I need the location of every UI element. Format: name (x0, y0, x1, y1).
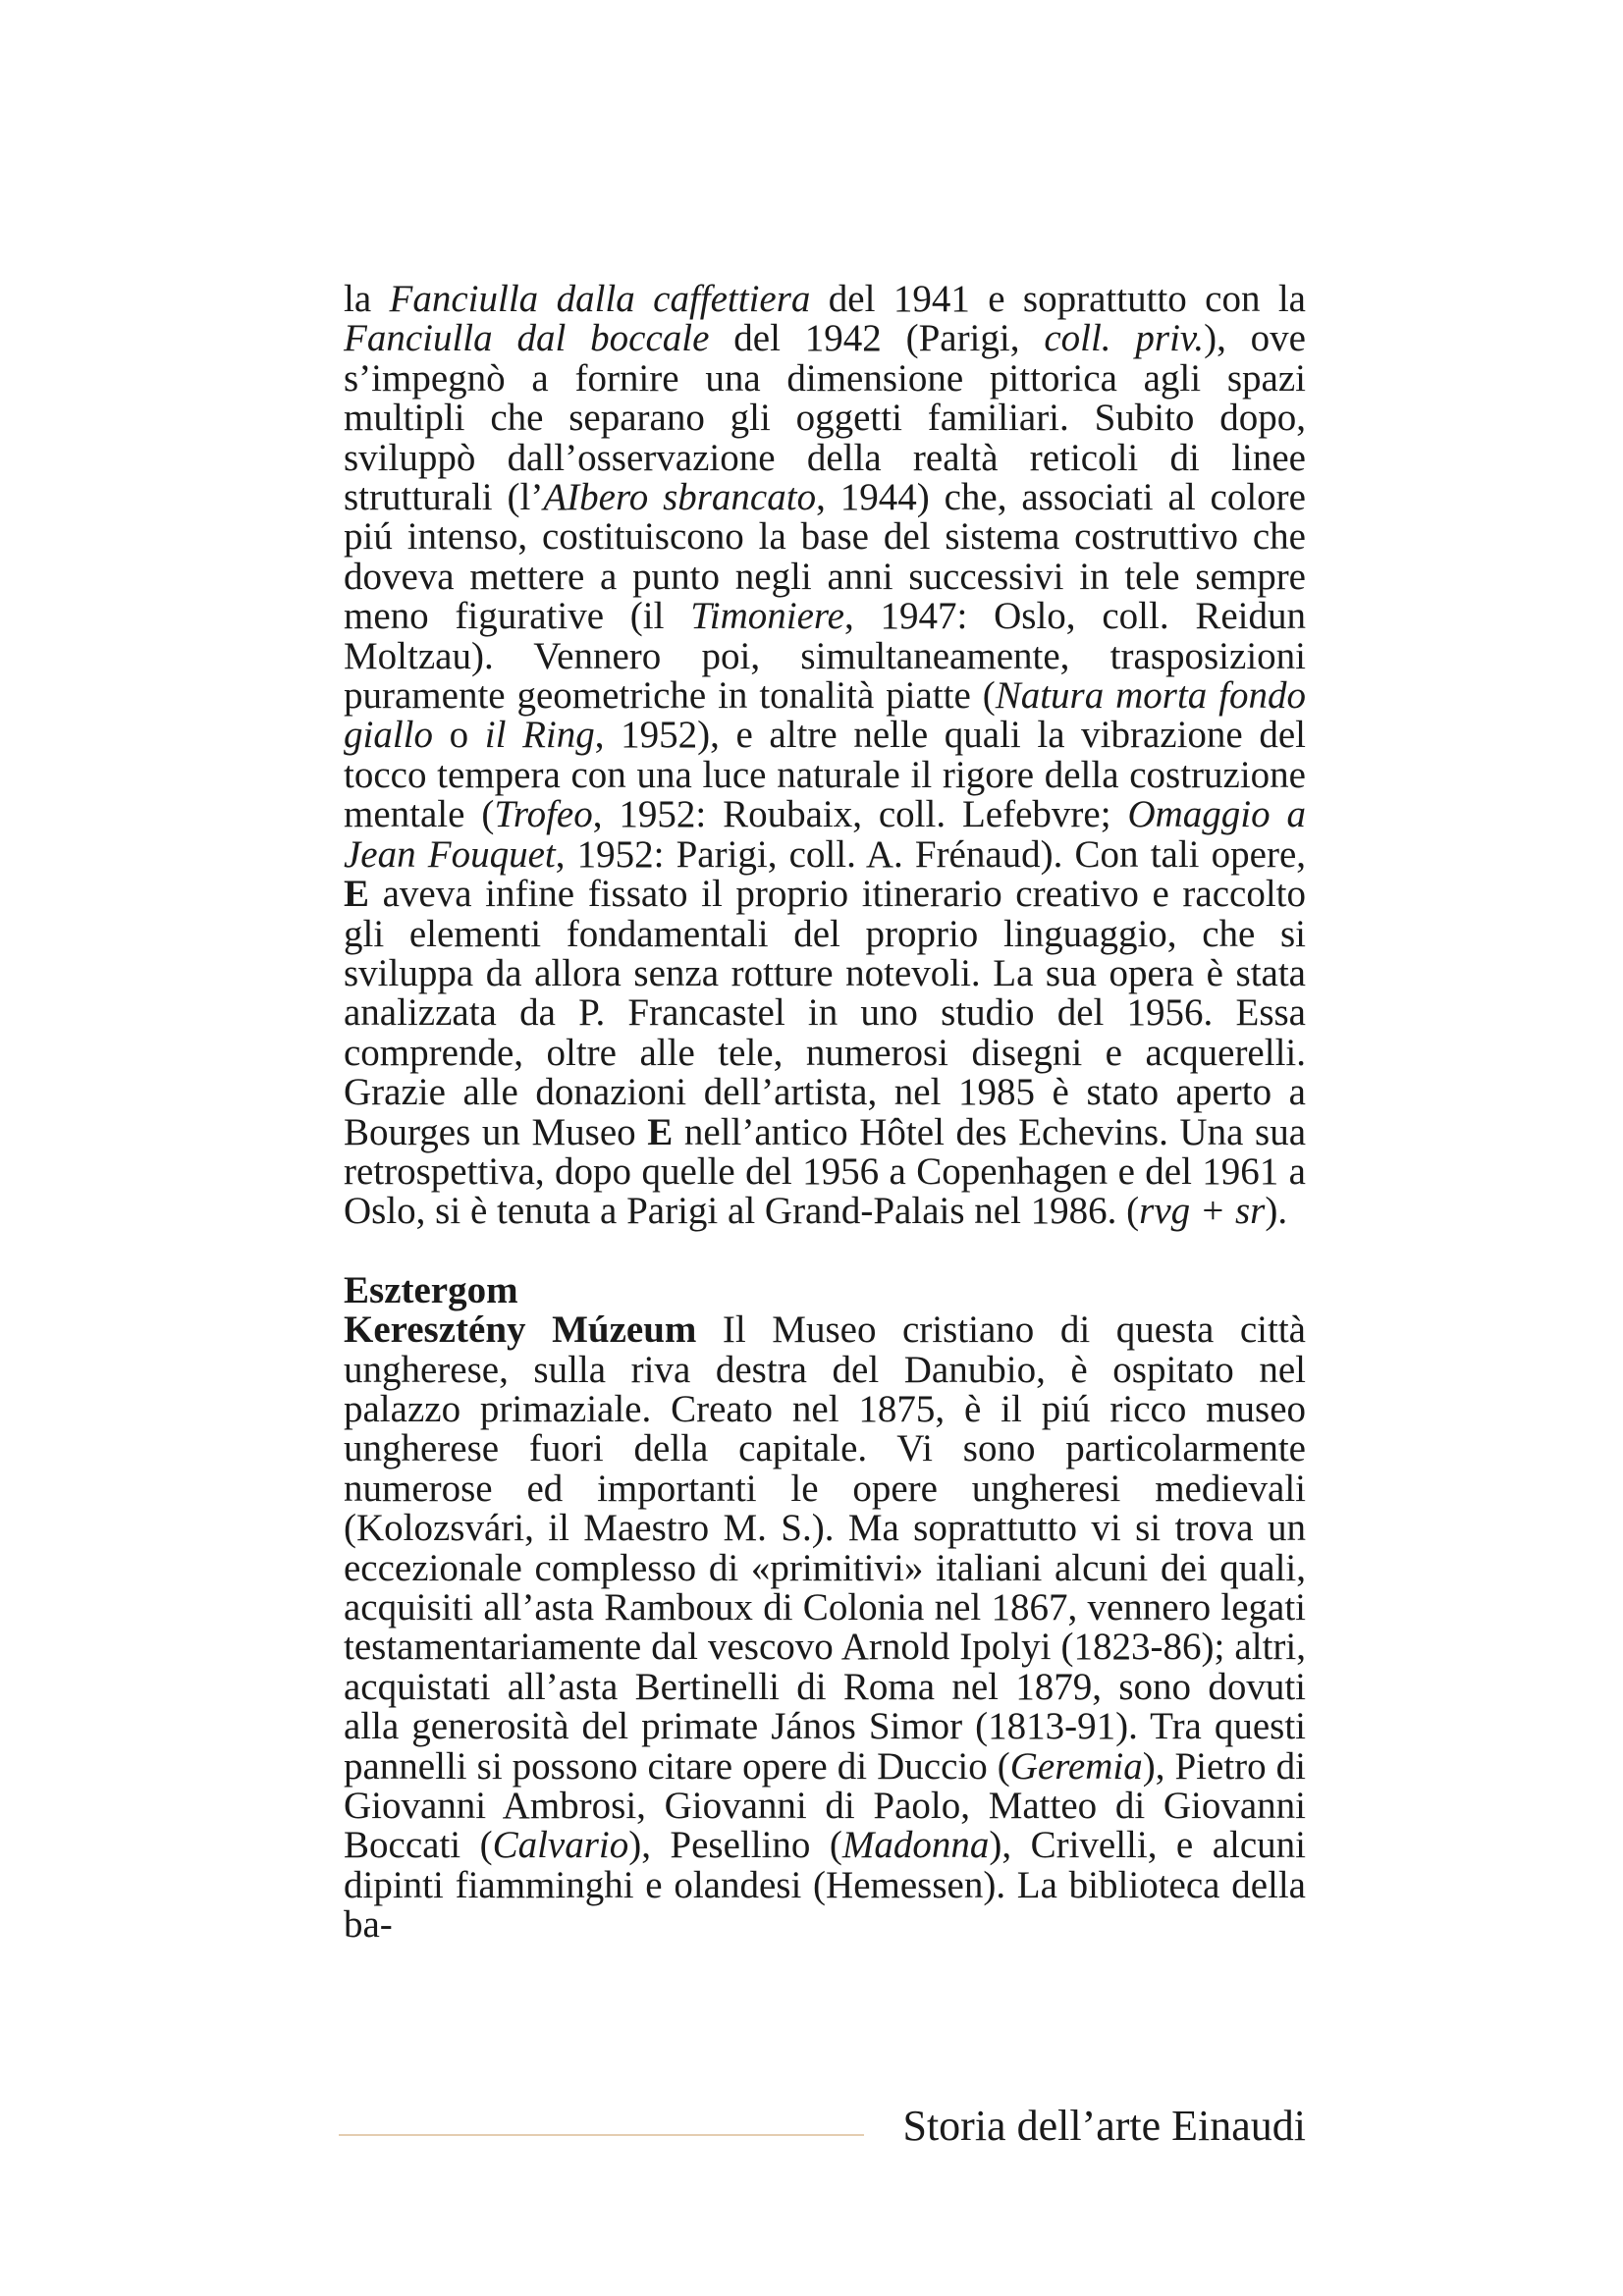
collection-abbrev: coll. priv. (1044, 317, 1205, 360)
text-run: , 1952), e altre nelle quali la vibrazione del tocco tempera con una luce naturale il rigore della costruzione mentale ( (344, 714, 1306, 836)
text-run: , 1952: Parigi, coll. A. Frénaud). Con tali opere, (555, 832, 1306, 876)
work-title: Fanciulla dalla caffettiera (389, 278, 811, 320)
work-title: il Ring (484, 714, 595, 757)
text-run: aveva infine fissato il proprio itinerario creativo e raccolto gli elementi fondamentali del proprio linguaggio, che si sviluppa da allora senza rotture notevoli. La sua opera è stata analizzata da P. Francastel in uno studio del 1956. Essa comprende, oltre alle tele, numerosi disegni e acquerelli. Grazie alle donazioni dell’artista, nel 1985 è stato aperto a Bourges un Museo (344, 873, 1306, 1153)
text-run: del 1941 e soprattutto con la (810, 278, 1306, 320)
work-title: Trofeo (494, 793, 593, 836)
text-run: , 1947: Oslo, coll. Reidun Moltzau). Vennero poi, simultaneamente, trasposizioni puramente geometriche in tonalità piatte ( (344, 595, 1307, 718)
work-title: Geremia (1009, 1744, 1143, 1788)
page-body (344, 280, 1306, 1946)
text-run: ), Pietro di Giovanni Ambrosi, Giovanni di Paolo, Matteo di Giovanni Boccati ( (344, 1744, 1306, 1867)
text-run: , 1944) che, associati al colore piú intenso, costituiscono la base del sistema costruttivo che doveva mettere a punto negli anni successivi in tele sempre meno figurative (il (344, 476, 1306, 638)
work-title: Timoniere (690, 595, 844, 638)
text-run: nell’antico Hôtel des Echevins. Una sua retrospettiva, dopo quelle del 1956 a Copenhagen e del 1961 a Oslo, si è tenuta a Parigi al Grand-Palais nel 1986. ( (344, 1110, 1307, 1233)
footer-rule (339, 2134, 864, 2136)
paragraph-esztergom (344, 1310, 1306, 1946)
work-title: Calvario (492, 1824, 629, 1867)
entry-initial: E (344, 873, 370, 916)
entry-initial: E (647, 1110, 674, 1153)
text-run: o (433, 714, 485, 757)
work-title: Fanciulla dal boccale (344, 317, 710, 360)
museum-name: Keresztény Múzeum (344, 1308, 697, 1352)
text-run: , 1952: Roubaix, coll. Lefebvre; (592, 793, 1128, 836)
footer-title: Storia dell’arte Einaudi (902, 2102, 1306, 2150)
text-run: del 1942 (Parigi, (709, 317, 1045, 360)
text-run: ), Crivelli, e alcuni dipinti fiamminghi e olandesi (Hemessen). La biblioteca della ba- (344, 1824, 1306, 1947)
paragraph-e-continuation (344, 280, 1306, 1232)
page-footer (339, 2101, 1306, 2160)
text-run: ), Pesellino ( (628, 1824, 842, 1867)
work-title: Natura morta fondo giallo (344, 674, 1307, 757)
work-title: Madonna (841, 1824, 990, 1867)
text-run: ), ove s’impegnò a fornire una dimensione pittorica agli spazi multipli che separano gli oggetti familiari. Subito dopo, sviluppò dall’osservazione della realtà reticoli di linee strutturali (l’ (344, 317, 1306, 519)
author-initials: rvg + sr (1139, 1190, 1266, 1233)
work-title: AIbero sbrancato (543, 476, 817, 519)
entry-heading-esztergom: Esztergom (344, 1268, 518, 1311)
text-run: la (344, 278, 390, 320)
text-run: Il Museo cristiano di questa città ungherese, sulla riva destra del Danubio, è ospitato nel palazzo primaziale. Creato nel 1875, è il piú ricco museo ungherese fuori della capitale. Vi sono particolarmente numerose ed importanti le opere ungheresi medievali (Kolozsvári, il Maestro M. S.). Ma soprattutto vi si trova un eccezionale complesso di «primitivi» italiani alcuni dei quali, acquisiti all’asta Ramboux di Colonia nel 1867, vennero legati testamentariamente dal vescovo Arnold Ipolyi (1823-86); altri, acquistati all’asta Bertinelli di Roma nel 1879, sono dovuti alla generosità del primate János Simor (1813-91). Tra questi pannelli si possono citare opere di Duccio ( (344, 1308, 1306, 1788)
text-run: ). (1265, 1190, 1288, 1233)
work-title: Omaggio a Jean Fouquet (344, 793, 1306, 876)
